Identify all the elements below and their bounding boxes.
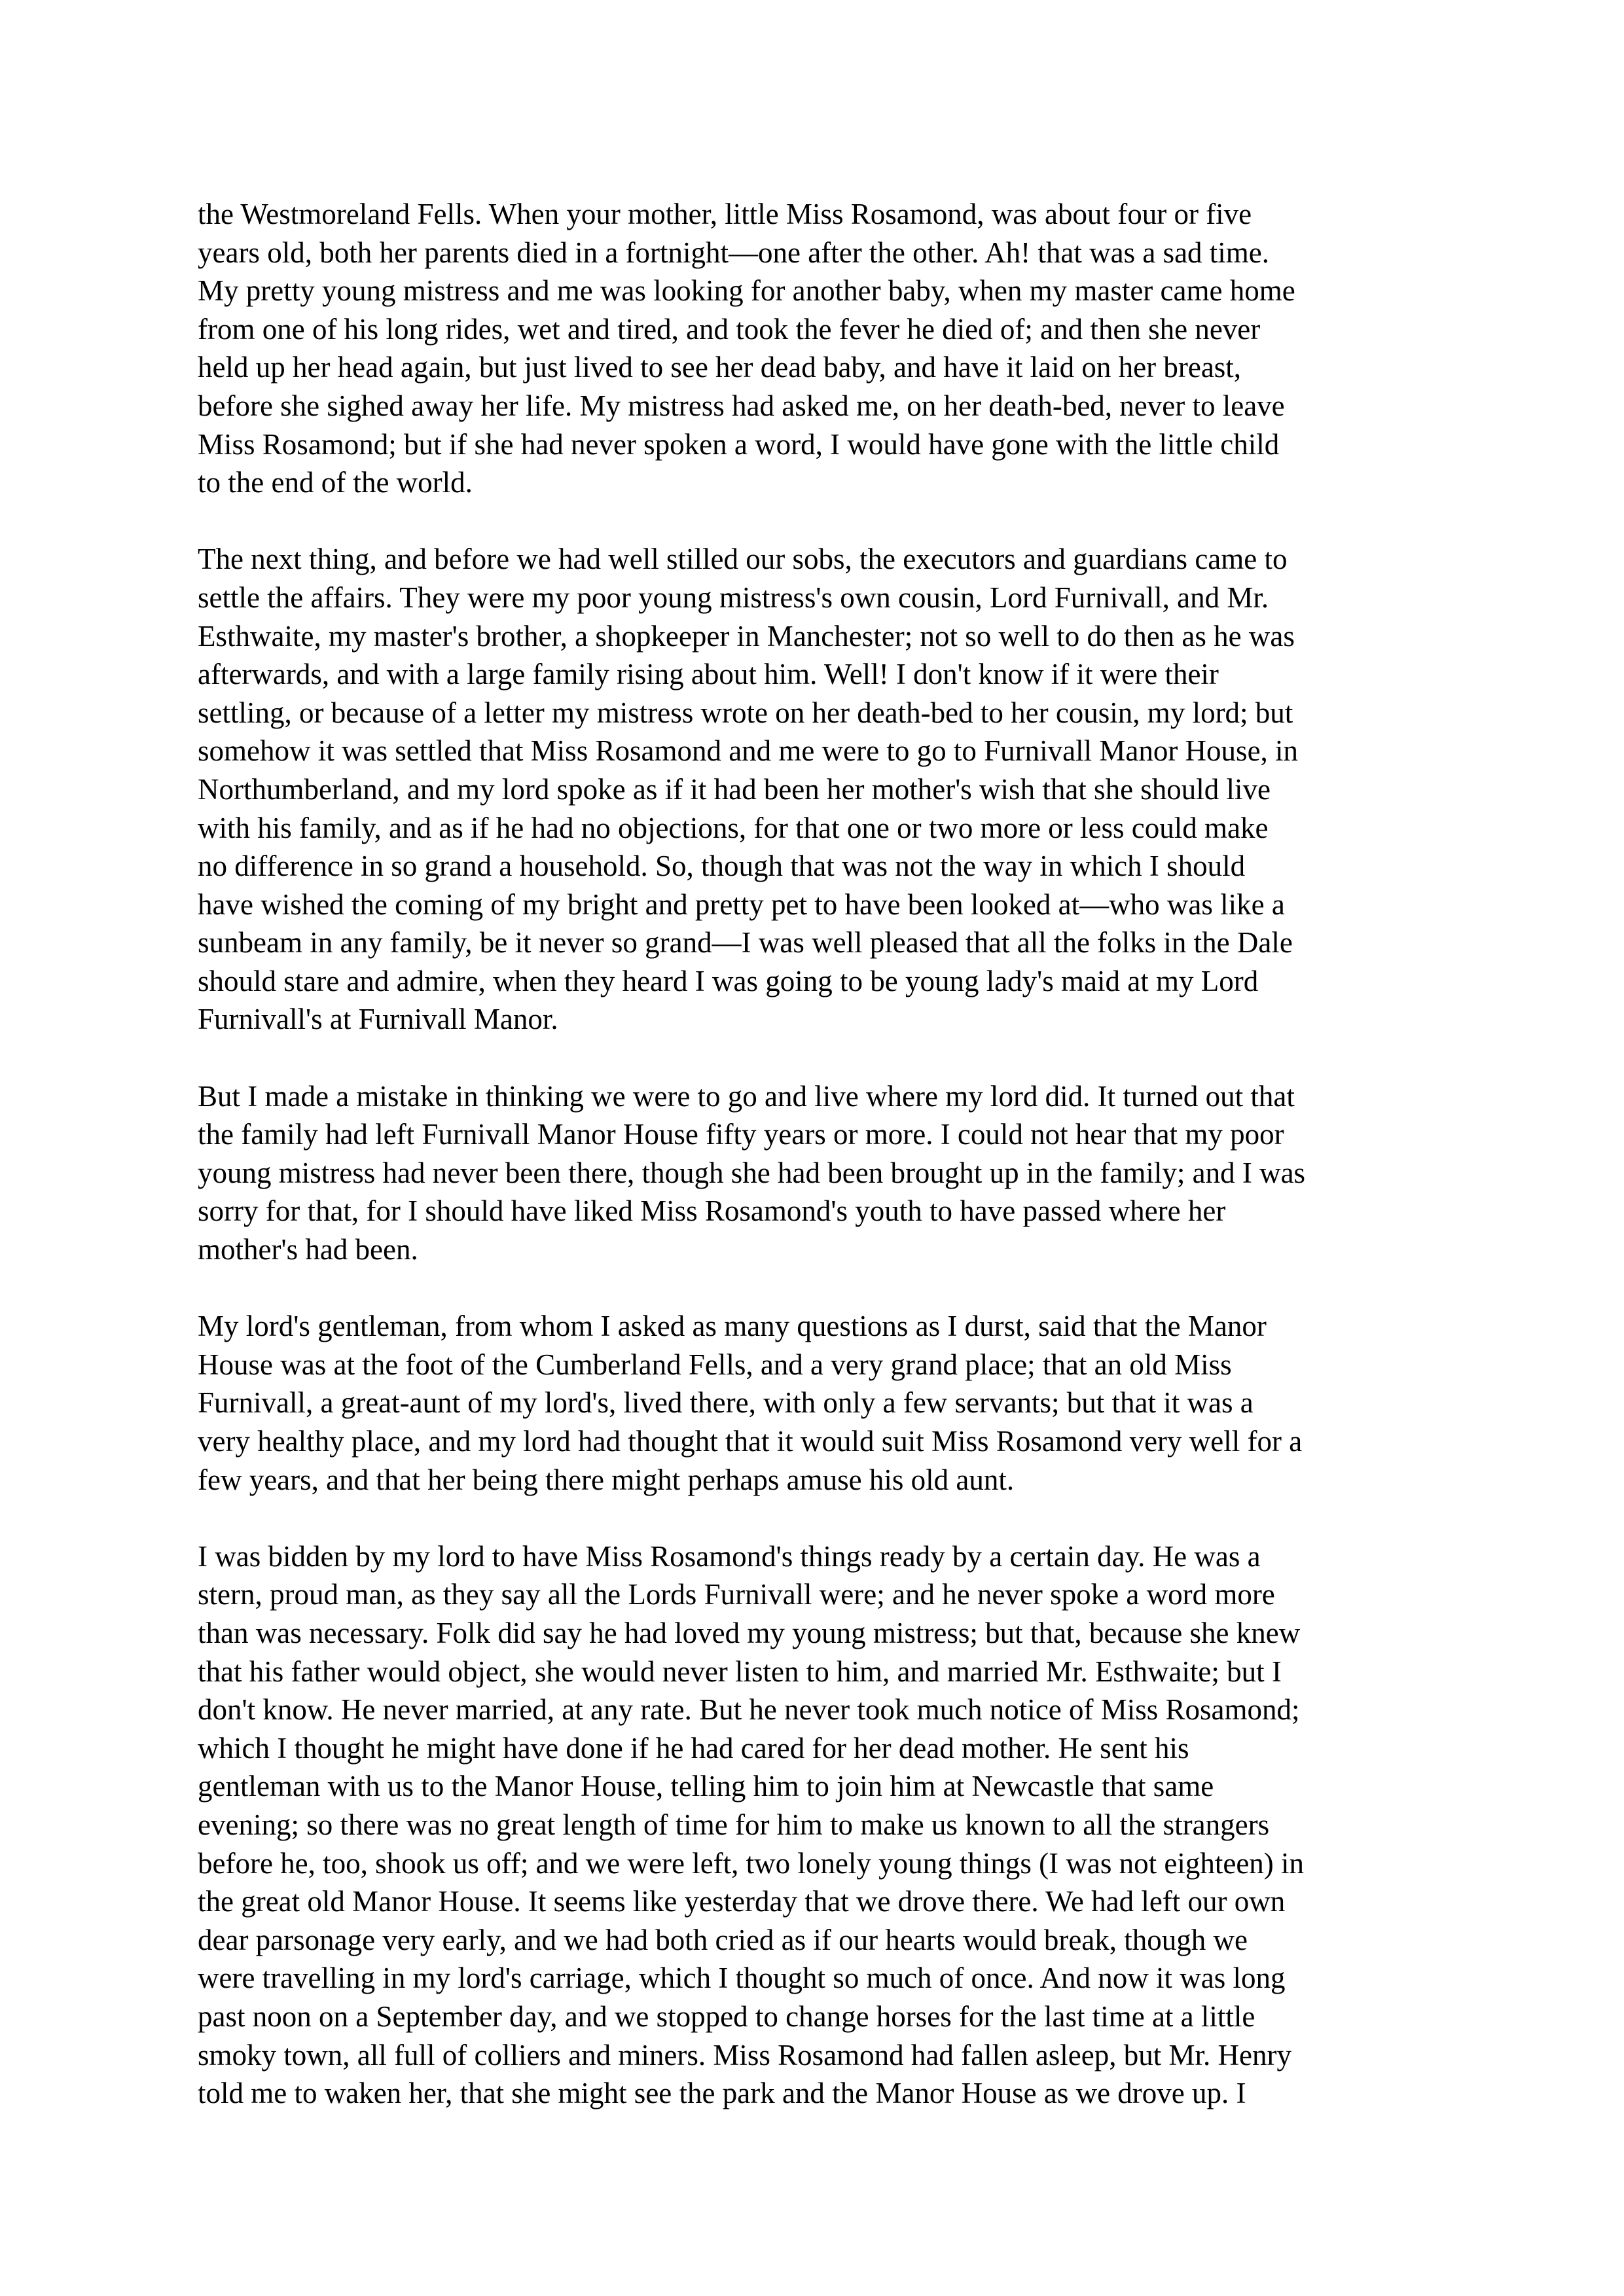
text-line: before he, too, shook us off; and we were left, two lonely young things (I was not eighteen) in	[198, 1846, 1305, 1880]
text-line: evening; so there was no great length of time for him to make us known to all the strangers	[198, 1808, 1270, 1841]
text-line: held up her head again, but just lived to see her dead baby, and have it laid on her breast,	[198, 351, 1242, 384]
paragraph-5	[198, 1537, 1454, 2113]
text-line: Furnivall's at Furnivall Manor.	[198, 1003, 558, 1036]
text-line: But I made a mistake in thinking we were to go and live where my lord did. It turned out that	[198, 1079, 1295, 1113]
text-line: have wished the coming of my bright and pretty pet to have been looked at—who was like a	[198, 888, 1285, 921]
paragraph-1	[198, 195, 1454, 502]
text-line: don't know. He never married, at any rate. But he never took much notice of Miss Rosamond;	[198, 1693, 1300, 1727]
text-line: told me to waken her, that she might see the park and the Manor House as we drove up. I	[198, 2077, 1246, 2110]
text-line: I was bidden by my lord to have Miss Rosamond's things ready by a certain day. He was a	[198, 1539, 1261, 1573]
text-line: with his family, and as if he had no objections, for that one or two more or less could make	[198, 811, 1269, 844]
text-line: years old, both her parents died in a fortnight—one after the other. Ah! that was a sad time.	[198, 236, 1270, 269]
text-line: young mistress had never been there, though she had been brought up in the family; and I was	[198, 1156, 1306, 1189]
text-line: which I thought he might have done if he had cared for her dead mother. He sent his	[198, 1731, 1189, 1765]
text-line: should stare and admire, when they heard I was going to be young lady's maid at my Lord	[198, 964, 1259, 997]
text-line: the Westmoreland Fells. When your mother, little Miss Rosamond, was about four or five	[198, 198, 1252, 230]
text-line: Miss Rosamond; but if she had never spoken a word, I would have gone with the little child	[198, 427, 1280, 461]
text-line: afterwards, and with a large family rising about him. Well! I don't know if it were their	[198, 658, 1219, 691]
text-line: few years, and that her being there might perhaps amuse his old aunt.	[198, 1463, 1015, 1496]
text-line: gentleman with us to the Manor House, telling him to join him at Newcastle that same	[198, 1770, 1214, 1803]
text-line: settle the affairs. They were my poor young mistress's own cousin, Lord Furnivall, and Mr.	[198, 581, 1269, 614]
text-line: to the end of the world.	[198, 466, 473, 499]
text-line: before she sighed away her life. My mistress had asked me, on her death-bed, never to leave	[198, 389, 1285, 422]
text-line: dear parsonage very early, and we had both cried as if our hearts would break, though we	[198, 1923, 1248, 1956]
text-line: were travelling in my lord's carriage, which I thought so much of once. And now it was long	[198, 1962, 1286, 1995]
text-line: sorry for that, for I should have liked Miss Rosamond's youth to have passed where her	[198, 1194, 1226, 1228]
text-line: very healthy place, and my lord had thought that it would suit Miss Rosamond very well for a	[198, 1425, 1303, 1458]
paragraph-3	[198, 1077, 1454, 1269]
text-line: the family had left Furnivall Manor House fifty years or more. I could not hear that my poor	[198, 1118, 1284, 1151]
text-line: no difference in so grand a household. So, though that was not the way in which I should	[198, 850, 1246, 883]
text-line: than was necessary. Folk did say he had loved my young mistress; but that, because she knew	[198, 1616, 1301, 1649]
text-line: House was at the foot of the Cumberland Fells, and a very grand place; that an old Miss	[198, 1348, 1232, 1381]
paragraph-2	[198, 540, 1454, 1039]
text-line: past noon on a September day, and we stopped to change horses for the last time at a little	[198, 2000, 1255, 2033]
text-line: stern, proud man, as they say all the Lords Furnivall were; and he never spoke a word more	[198, 1578, 1275, 1611]
text-line: Northumberland, and my lord spoke as if it had been her mother's wish that she should live	[198, 772, 1271, 806]
text-line: Furnivall, a great-aunt of my lord's, lived there, with only a few servants; but that it was a	[198, 1386, 1254, 1420]
body-text	[198, 195, 1454, 2113]
text-line: somehow it was settled that Miss Rosamond and me were to go to Furnivall Manor House, in	[198, 734, 1299, 768]
text-line: The next thing, and before we had well stilled our sobs, the executors and guardians came to	[198, 543, 1288, 576]
text-line: sunbeam in any family, be it never so grand—I was well pleased that all the folks in the Dale	[198, 926, 1293, 960]
text-line: Esthwaite, my master's brother, a shopkeeper in Manchester; not so well to do then as he was	[198, 619, 1295, 653]
text-line: My pretty young mistress and me was looking for another baby, when my master came home	[198, 274, 1295, 308]
text-line: the great old Manor House. It seems like yesterday that we drove there. We had left our own	[198, 1885, 1286, 1918]
text-line: settling, or because of a letter my mistress wrote on her death-bed to her cousin, my lord; but	[198, 696, 1293, 729]
text-line: mother's had been.	[198, 1233, 418, 1266]
text-line: from one of his long rides, wet and tired, and took the fever he died of; and then she never	[198, 312, 1261, 346]
text-line: My lord's gentleman, from whom I asked as many questions as I durst, said that the Manor	[198, 1310, 1267, 1343]
paragraph-4	[198, 1307, 1454, 1499]
text-line: that his father would object, she would never listen to him, and married Mr. Esthwaite; but I	[198, 1655, 1282, 1688]
text-line: smoky town, all full of colliers and miners. Miss Rosamond had fallen asleep, but Mr. Henry	[198, 2038, 1291, 2072]
